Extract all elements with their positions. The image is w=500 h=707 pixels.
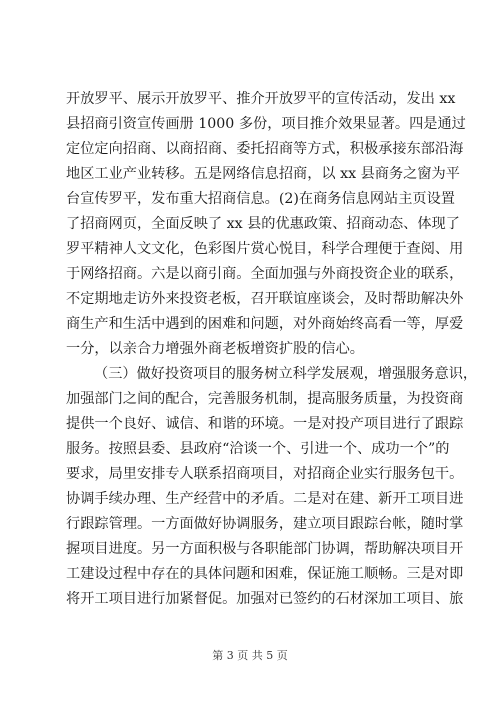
text-line: 一分，以亲合力增强外商老板增资扩股的信心。 — [66, 341, 364, 357]
text-line: 加强部门之间的配合，完善服务机制，提高服务质量，为投资商 — [66, 391, 464, 407]
text-line: 县招商引资宣传画册 1000 多份，项目推介效果显著。四是通过 — [66, 116, 466, 132]
text-line: 罗平精神人文文化，色彩图片赏心悦目，科学合理便于查阅、用 — [66, 241, 464, 257]
text-line: 要求，局里安排专人联系招商项目，对招商企业实行服务包干。 — [66, 466, 464, 482]
text-line: 服务。按照县委、县政府“洽谈一个、引进一个、成功一个”的 — [66, 441, 450, 457]
text-line: 不定期地走访外来投资老板，召开联谊座谈会，及时帮助解决外 — [66, 291, 464, 307]
text-line: 开放罗平、展示开放罗平、推介开放罗平的宣传活动，发出 xx — [66, 91, 456, 107]
text-line: 将开工项目进行加紧督促。加强对已签约的石材深加工项目、旅 — [66, 591, 464, 607]
text-line: 台宣传罗平，发布重大招商信息。(2)在商务信息网站主页设置 — [66, 191, 455, 207]
text-line: 定位定向招商、以商招商、委托招商等方式，积极承接东部沿海 — [66, 141, 464, 157]
text-line: 握项目进度。另一方面积极与各职能部门协调，帮助解决项目开 — [66, 541, 464, 557]
text-line: 工建设过程中存在的具体问题和困难，保证施工顺畅。三是对即 — [66, 566, 464, 582]
page-number-footer: 第 3 页 共 5 页 — [212, 649, 288, 662]
text-line: 地区工业产业转移。五是网络信息招商，以 xx 县商务之窗为平 — [66, 166, 460, 182]
text-line: 商生产和生活中遇到的困难和问题，对外商始终高看一等，厚爱 — [66, 316, 464, 332]
text-line: 了招商网页，全面反映了 xx 县的优惠政策、招商动态、体现了 — [66, 216, 460, 232]
body-text — [66, 87, 478, 612]
text-line: 协调手续办理、生产经营中的矛盾。二是对在建、新开工项目进 — [66, 491, 464, 507]
text-line: 行跟踪管理。一方面做好协调服务，建立项目跟踪台帐，随时掌 — [66, 516, 464, 532]
text-line: 提供一个良好、诚信、和谐的环境。一是对投产项目进行了跟踪 — [66, 416, 464, 432]
section-heading-line: （三）做好投资项目的服务树立科学发展观，增强服务意识， — [94, 366, 478, 382]
text-line: 于网络招商。六是以商引商。全面加强与外商投资企业的联系， — [66, 266, 464, 282]
